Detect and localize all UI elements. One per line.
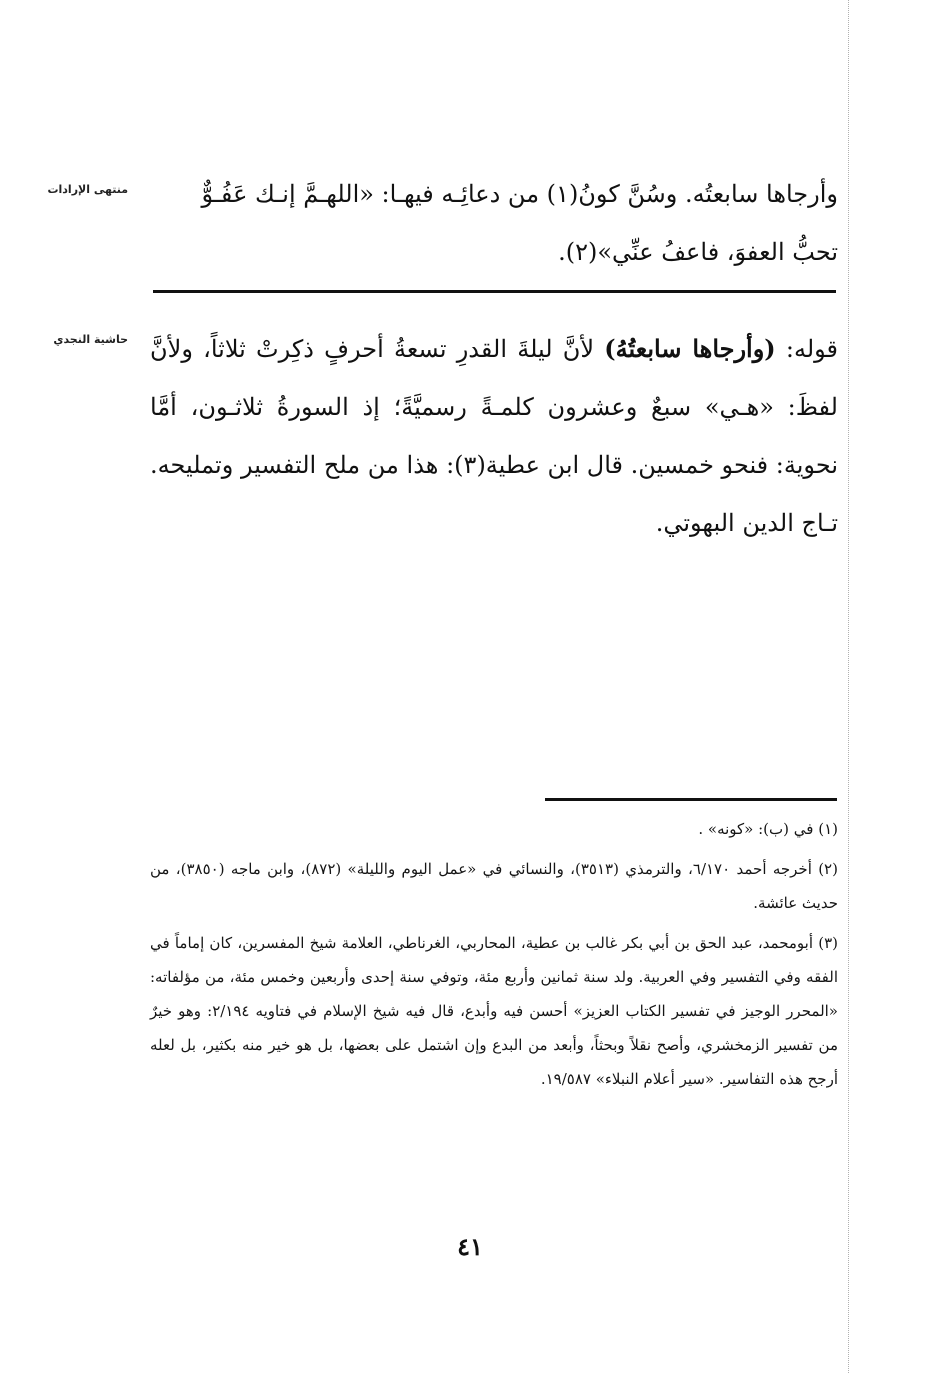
side-label-muntaha: منتهى الإرادات	[47, 183, 128, 196]
footnotes-section	[150, 812, 838, 1102]
commentary-block	[150, 320, 838, 552]
main-text-line-2: تحبُّ العفوَ، فاعفُ عنِّي»(٢).	[558, 238, 838, 266]
footnote-3: (٣) أبومحمد، عبد الحق بن أبي بكر غالب بن عطية، المحاربي، الغرناطي، العلامة شيخ المفسرين، كان إماماً في الفقه وفي التفسير وفي العربية. ولد سنة ثمانين وأربع مئة، وتوفي سنة إحدى وأربعين وخمس مئة، من مؤلفاته: «المحرر الوجيز في تفسير الكتاب العزيز» أحسن فيه وأبدع، قال فيه شيخ الإسلام في فتاويه ٢/١٩٤: وهو خيرٌ من تفسير الزمخشري، وأصح نقلاً وبحثاً، وأبعد من البدع وإن اشتمل على بعضها، بل هو خير منه بكثير، بل لعله أرجح هذه التفاسير. «سير أعلام النبلاء» ١٩/٥٨٧.	[150, 934, 838, 1088]
footnote-separator	[545, 798, 837, 801]
commentary-quoted-phrase: (وأرجاها سابعتُهُ)	[604, 334, 776, 363]
page-edge-dotted-line	[848, 0, 849, 1373]
page-number: ٤١	[457, 1232, 483, 1261]
main-text-block	[150, 165, 838, 281]
footnote-1: (١) في (ب): «كونه» .	[698, 820, 838, 838]
commentary-body: لأنَّ ليلةَ القدرِ تسعةُ أحرفٍ ذكِرتْ ثلاثاً، ولأنَّ لفظَ: «هـي» سبعٌ وعشرون كلمـةً رسميَّةً؛ إذ السورةُ ثلاثـون، أمَّا نحوية: فنحو خمسين. قال ابن عطية(٣): هذا من ملح التفسير وتمليحه. تـاج الدين البهوتي.	[150, 335, 838, 537]
section-divider	[153, 290, 836, 293]
side-label-hashiya: حاشية النجدي	[53, 333, 128, 346]
footnote-2: (٢) أخرجه أحمد ٦/١٧٠، والترمذي (٣٥١٣)، والنسائي في «عمل اليوم والليلة» (٨٧٢)، وابن ماجه (٣٨٥٠)، من حديث عائشة.	[150, 860, 838, 912]
main-text-line-1: وأرجاها سابعتُه. وسُنَّ كونُ(١) من دعائِـه فيهـا: «اللهـمَّ إنـك عَفُـوٌّ	[201, 180, 838, 208]
commentary-prefix: قوله:	[775, 335, 838, 363]
